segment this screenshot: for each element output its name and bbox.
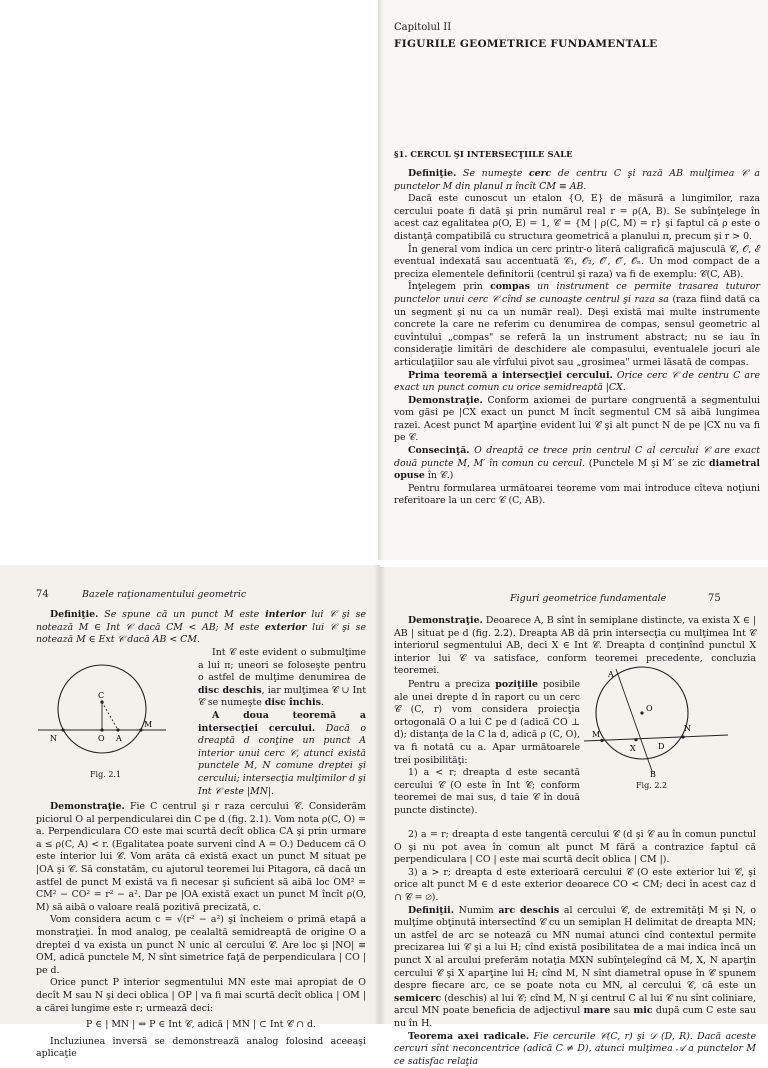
paragraph: Incluziunea inversă se demonstrează analog folosind aceeaşi aplicaţie — [36, 1035, 366, 1060]
paragraph-text: Înţelegem prin — [408, 281, 491, 293]
chapter-title: FIGURILE GEOMETRICE FUNDAMENTALE — [394, 38, 658, 50]
paragraph-text: Int 𝒞 este evident o submulţime a lui π; uneori se foloseşte pentru o astfel de mulţime denumirea de — [198, 647, 366, 684]
case-3: 3) a > r; dreapta d este exterioară cercului 𝒞 (O este exterior lui 𝒞, şi orice alt punct M ∈ d este exterior deoarece CO < CM; deci în acest caz d ∩ 𝒞 = ∅). — [394, 866, 756, 903]
chapter-label: Capitolul II — [394, 22, 452, 33]
page-74 — [0, 565, 380, 1060]
theorem-title: Teorema axei radicale. — [408, 1030, 530, 1042]
point-x — [634, 738, 637, 741]
label-b: B — [650, 770, 656, 779]
label-c: C — [98, 691, 105, 700]
proof-text: Deoarece A, B sînt în semiplane distincte, va exista X ∈ | AB | situat pe d (fig. 2.2). Dreapta AB dă prin intersecţia cu mulţimea Int 𝒞 interiorul segmentului AB, deci X ∈ Int 𝒞. Dreapta d conţinînd punctul X interior lui 𝒞 va satisface, conform teoremei precedente, concluzia teoremei. — [394, 615, 756, 677]
point-n — [681, 735, 684, 738]
keyword: poziţiile — [495, 679, 538, 690]
paragraph-text: un instrument ce permite trasarea tuturor punctelor unui cerc 𝒞 cînd se cunoaşte centrul şi raza sa — [394, 281, 760, 305]
proof-label: Demonstraţie. — [408, 394, 483, 406]
definition-text: după cum C este sau nu în H. — [394, 1005, 757, 1029]
paragraph-text: . — [320, 697, 324, 709]
running-head: Bazele raţionamentului geometric — [82, 589, 247, 600]
definition-term: Definiţie. — [408, 168, 457, 179]
segment-ca — [102, 702, 118, 730]
paragraph-text: posibile ale unei drepte d în raport cu un cerc 𝒞 (C, r) vom considera proiecţia ortogonală O a lui C pe d (adică CO ⊥ d); distanţa de la C la d, adică ρ (C, O), va fi notată cu a. Apar următoarele trei posibilităţi: — [394, 679, 580, 766]
paragraph: Orice punct P interior segmentului MN este mai apropiat de O decît M sau N şi deci oblica | OP | va fi mai scurtă decît oblica | OM | a cărei lungime este r; urmează deci: — [36, 977, 366, 1014]
theorem-title: A doua teoremă a intersecţiei cercului. — [198, 709, 366, 734]
consequence-label: Consecinţă. — [408, 445, 470, 457]
point-o — [640, 711, 643, 714]
definition-text: lui 𝒞 şi se notează M ∈ Ext 𝒞 dacă AB < CM. — [36, 621, 366, 646]
chapter-body-text — [394, 168, 760, 508]
definition-text: Se numeşte — [456, 168, 529, 179]
paragraph-text: Pentru a preciza — [408, 679, 496, 690]
paragraph: Pentru formularea următoarei teoreme vom mai introduce cîteva noţiuni referitoare la un cerc 𝒞 (C, AB). — [394, 482, 760, 507]
proof-label: Demonstraţie. — [408, 615, 483, 626]
point-m — [600, 739, 603, 742]
line-d — [584, 735, 728, 741]
paragraph: Vom considera acum c = √(r² − a²) şi încheiem o primă etapă a monstraţiei. În mod analog, pe cealaltă semidreaptă de origine O a dreptei d va exista un punct N unic al cercului 𝒞. Are loc şi |NO| ≡ OM, adică punctele M, N sînt simetrice faţă de perpendiculara | CO | pe d. — [36, 914, 366, 976]
label-n: N — [684, 724, 691, 733]
definition-text: sau — [610, 1005, 634, 1017]
running-head: Figuri geometrice fundamentale — [510, 593, 667, 604]
chapter-opening-page — [378, 0, 768, 560]
blank-page — [0, 0, 376, 568]
label-m: M — [144, 720, 153, 729]
page-number: 74 — [36, 589, 49, 600]
theorem-statement: Fie cercurile 𝒞(C, r) şi 𝒟 (D, R). Dacă aceste cercuri sînt neconcentrice (adică C ≠ D), atunci mulţimea 𝒜 a punctelor M ce satisfac relaţia — [394, 1030, 756, 1067]
paragraph: În general vom indica un cerc printr-o literă caligrafică majusculă 𝒞, 𝒪, ℰ eventual indexată sau accentuată 𝒞₁, 𝒪₂, 𝒪′, 𝒪′, 𝒪ₙ. Un mod compact de a preciza elementele definitorii (centrul şi raza) va fi de exemplu: 𝒞(C, AB). — [394, 243, 760, 280]
paragraph: Dacă este cunoscut un etalon {O, E} de măsură a lungimilor, raza cercului poate fi dată şi prin numărul real r = ρ(A, B). Se subînţelege în acest caz egalitatea ρ(O, E) = 1, 𝒞 = {M | ρ(C, M) = r} şi faptul că ρ este o distanţă compatibilă cu structura geometrică a planului π, precum şi r > 0. — [394, 193, 760, 242]
definition-term: Definiţii. — [408, 904, 455, 916]
point-n — [61, 728, 64, 731]
label-m: M — [592, 730, 601, 739]
consequence-text: (Punctele M şi M′ se zic — [585, 457, 710, 469]
definition-text: Se spune că un punct M este — [98, 609, 266, 620]
keyword: compas — [490, 281, 530, 293]
definition-keyword: exterior — [264, 621, 307, 633]
definition-text: al cercului 𝒞, de extremităţi M şi N, o mulţime obţinută intersectînd 𝒞 cu un semiplan H delimitat de dreapta MN; un astfel de arc se notează cu MN numai atunci cînd contextul permite precizarea lui 𝒞 şi a lui H; cînd există posibilitatea de a mai indica încă un punct X al arcului preferăm notaţia MXN subînţelegînd că M, X, N aparţin cercului 𝒞 şi X aparţine lui H; cînd M, N sînt diametral opuse în 𝒞 spunem despre fiecare arc, ce se poate nota cu MN, al cercului 𝒞, că este un — [394, 904, 756, 992]
point-a — [116, 728, 119, 731]
keyword: mare — [583, 1005, 611, 1017]
definition-term: Definiţie. — [50, 609, 99, 620]
proof-block — [36, 801, 366, 1061]
proof-text: Fie C centrul şi r raza cercului 𝒞. Considerăm piciorul O al perpendicularei din C pe d (fig. 2.1). Vom nota ρ(C, O) = a. Perpendiculara CO este mai scurtă decît oblica CA şi prin urmare a ≤ ρ(C, A) < r. (Egalitatea poate surveni cînd A = O.) Deducem că O este interior lui 𝒞. Vom arăta că există exact un punct M situat pe |OA şi 𝒞. Să constatăm, cu ajutorul teoremei lui Pitagora, că dacă un astfel de punct M există va fi necesar şi suficient să aibă loc OM² = CM² − CO² = r² − a². Dar pe |OA există exact un punct M încît ρ(O, M) să aibă o valoare reală pozitivă precizată, c. — [36, 801, 366, 913]
section-title: §1. CERCUL ŞI INTERSECŢIILE SALE — [394, 150, 573, 160]
definition-block — [36, 609, 366, 647]
definition-text: Numim — [454, 904, 499, 916]
keyword: disc închis — [264, 697, 321, 709]
gutter-shadow — [378, 0, 384, 560]
formula: P ∈ | MN | ⇒ P ∈ Int 𝒞, adică | MN | ⊂ Int 𝒞 ∩ d. — [85, 1019, 317, 1031]
gutter-shadow — [380, 567, 386, 1024]
keyword: diametral opuse — [394, 457, 760, 482]
figure-caption: Fig. 2.1 — [90, 770, 122, 779]
label-a: A — [608, 670, 614, 679]
proof-text: Conform axiomei de purtare congruentă a segmentului vom găsi pe |CX exact un punct M încît segmentul CM să aibă lungimea razei. Acest punct M aparţine evident lui 𝒞 şi alt punct N de pe |CX nu va fi pe 𝒞. — [394, 394, 760, 444]
case-1: 1) a < r; dreapta d este secantă cercului 𝒞 (O este în Int 𝒞; conform teoremei de mai sus, d taie 𝒞 în două puncte distincte). — [394, 767, 580, 816]
figure-caption: Fig. 2.2 — [636, 781, 668, 790]
proof-label: Demonstraţie. — [50, 801, 125, 812]
point-m — [139, 728, 142, 731]
label-o: O — [98, 734, 105, 743]
page-75 — [380, 567, 768, 1067]
label-x: X — [630, 744, 636, 753]
paragraph-text: (raza fiind dată ca un segment şi nu ca un număr real). Deşi există mai multe instrumente concrete la care ne referim cu denumirea de compas, sensul geometric al cuvîntului „compas" se referă la un instrument abstract; nu se iau în consideraţie limitări de deschidere ale compasului, eventualele jocuri ale articulaţiilor sau ale vîrfului pivot sau „grosimea" urmei lăsată de compas. — [394, 293, 760, 368]
side-text-block — [198, 647, 366, 798]
keyword: arc deschis — [498, 904, 560, 916]
point-c — [100, 700, 103, 703]
label-o: O — [646, 704, 653, 713]
case-2: 2) a = r; dreapta d este tangentă cercului 𝒞 (d şi 𝒞 au în comun punctul O şi nu pot avea în comun alt punct M fără a contrazice faptul că perpendiculara | CO | este mai scurtă decît oblica | CM |). — [394, 829, 756, 866]
theorem-statement: Dacă o dreaptă d conţine un punct A interior unui cerc 𝒞, atunci există punctele M, N comune dreptei şi cercului; intersecţia mulţimilor d şi Int 𝒞 este |MN|. — [198, 722, 366, 797]
figure-2-2 — [580, 663, 730, 779]
keyword: mic — [633, 1005, 653, 1017]
paragraph-text: , iar mulţimea 𝒞 ∪ Int 𝒞 se numeşte — [198, 684, 367, 709]
cases-block — [394, 829, 756, 1068]
definition-keyword: cerc — [528, 168, 552, 179]
definition-text: (deschis) al lui 𝒞; cînd M, N şi centrul C al lui 𝒞 nu sînt coliniare, arcul MN poate beneficia de adjectivul — [394, 992, 756, 1017]
theorem-title: Prima teoremă a intersecţiei cercului. — [408, 369, 613, 381]
definition-keyword: interior — [265, 609, 306, 620]
figure-2-1 — [30, 657, 170, 769]
keyword: semicerc — [394, 992, 442, 1004]
consequence-text: în 𝒞.) — [424, 470, 454, 482]
consequence-text: O dreaptă ce trece prin centrul C al cercului 𝒞 are exact două puncte M, M′ în comun cu cercul. — [394, 445, 760, 469]
side-text-block — [394, 679, 580, 818]
segment-ab — [616, 669, 652, 771]
label-d: D — [658, 742, 665, 751]
label-a: A — [116, 734, 122, 743]
definition-text: lui 𝒞 şi se notează M ∈ Int 𝒞 dacă CM < AB; M este — [36, 609, 366, 633]
page-number: 75 — [708, 593, 721, 604]
label-n: N — [50, 734, 57, 743]
keyword: disc deschis — [198, 684, 262, 696]
theorem-statement: Orice cerc 𝒞 de centru C are exact un punct comun cu orice semidreaptă |CX. — [394, 369, 760, 394]
point-o — [100, 728, 103, 731]
definition-text: de centru C şi rază AB mulţimea 𝒞 a punctelor M din planul π încît CM ≡ AB. — [394, 168, 760, 192]
